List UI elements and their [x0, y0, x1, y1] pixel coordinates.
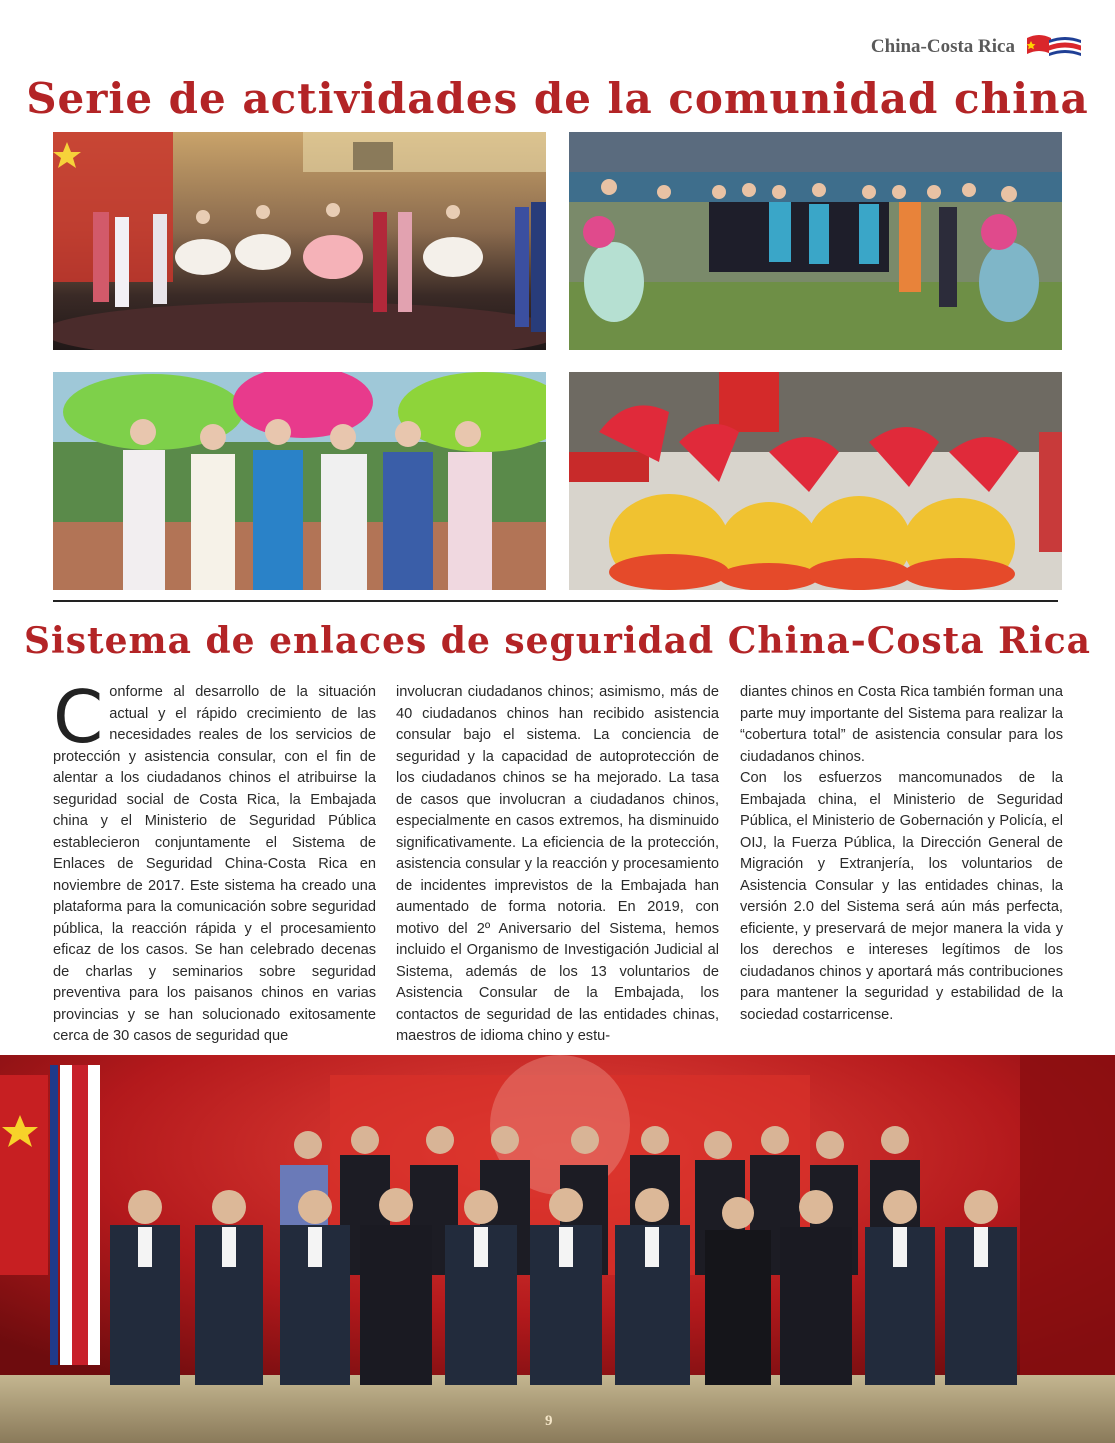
section-divider — [53, 600, 1058, 602]
article-column-1 — [53, 675, 376, 1048]
section-tag: China-Costa Rica — [870, 36, 1015, 57]
photo-stage-dance — [53, 132, 546, 350]
article-paragraph: Con los esfuerzos mancomunados de la Embajada china, el Ministerio de Seguridad Pública, el Ministerio de Gobernación y Policía, el OIJ, la Fuerza Pública, la Dirección General de Migración y Extranjería, los voluntarios de Asistencia Consular y las entidades chinas, la versión 2.0 del Sistema será aún más perfecta, eficiente, y preservará de mejor manera la vida y los derechos e intereses legítimos de los ciudadanos chinos y aportará más contribuciones para mantener la seguridad y estabilidad de la sociedad costarricense. — [740, 770, 1063, 1023]
photo-group-officials — [0, 1055, 1115, 1443]
article-text-col2: involucran ciudadanos chinos; asimismo, más de 40 ciudadanos chinos han recibido asistencia consular bajo el sistema. La conciencia de seguridad y la capacidad de autoprotección de los ciudadanos chinos se ha mejorado. La tasa de casos que involucran a ciudadanos chinos, especialmente en casos extremos, ha disminuido significativamente. La eficiencia de la protección, asistencia consular y la reacción y procesamiento de incidentes imprevistos de la Embajada han aumentado de forma notoria. En 2019, con motivo del 2º Aniversario del Sistema, hemos incluido el Organismo de Investigación Judicial al Sistema, además de los 13 voluntarios de Asistencia Consular de la Embajada, los contactos de seguridad de las entidades chinas, maestros de idioma chino y estu- — [396, 684, 719, 1044]
section-title-security-system: Sistema de enlaces de seguridad China-Costa Rica — [24, 620, 1091, 662]
drop-cap: C — [53, 675, 104, 759]
article-text-col1: onforme al desarrollo de la situación actual y el rápido crecimiento de las necesidades reales de los servicios de protección y asistencia consular, con el fin de alentar a los ciudadanos chinos el atribuirse la seguridad social de Costa Rica, la Embajada china y el Ministerio de Seguridad Pública establecieron conjuntamente el Sistema de Enlaces de Seguridad China-Costa Rica en noviembre de 2017. Este sistema ha creado una plataforma para la comunicación sobre seguridad pública, la reacción rápida y el procesamiento eficaz de los casos. Se han celebrado decenas de charlas y seminarios sobre seguridad preventiva para los paisanos chinos en varias provincias y se han solucionado exitosamente cerca de 30 casos de seguridad que — [53, 684, 376, 1044]
china-costa-rica-flags-icon — [1025, 32, 1091, 60]
article-paragraph: diantes chinos en Costa Rica también forman una parte muy importante del Sistema para realizar la “cobertura total” de asistencia consular para los ciudadanos chinos. — [740, 684, 1063, 765]
page-number: 9 — [545, 1413, 553, 1429]
section-title-activities: Serie de actividades de la comunidad china — [26, 74, 1089, 123]
article-column-2 — [396, 682, 719, 1048]
photo-sports-group — [569, 132, 1062, 350]
photo-fan-dance — [569, 372, 1062, 590]
photo-umbrellas — [53, 372, 546, 590]
article-column-3 — [740, 682, 1063, 1026]
